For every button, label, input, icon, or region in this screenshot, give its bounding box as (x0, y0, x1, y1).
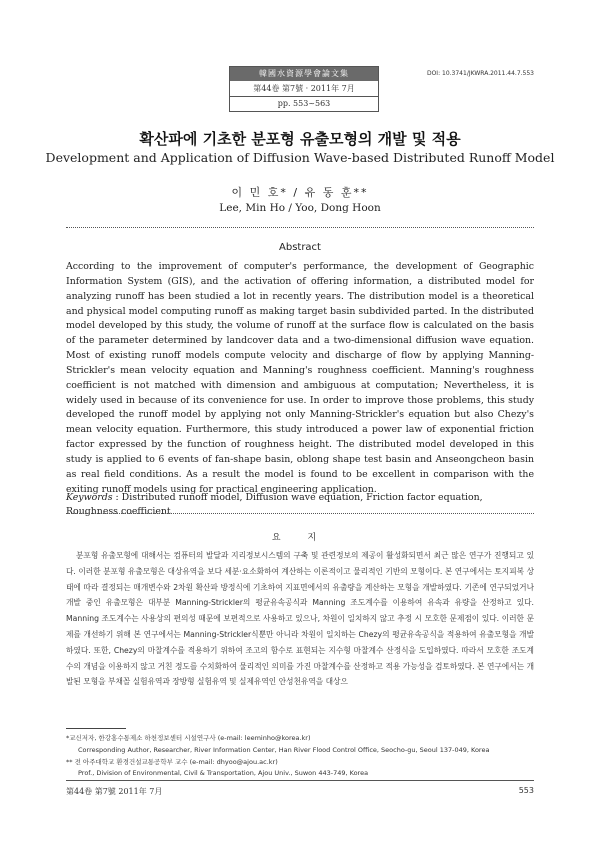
keywords-label: Keywords (66, 492, 113, 503)
doi: DOI: 10.3741/JKWRA.2011.44.7.553 (426, 70, 534, 77)
page-number: 553 (518, 786, 534, 795)
journal-issue: 第44卷 第7號 · 2011年 7月 (230, 81, 378, 97)
keywords (66, 491, 534, 519)
journal-name: 韓國水資源學會論文集 (230, 67, 378, 81)
korean-abstract-heading: 요 지 (271, 533, 329, 543)
authors-korean: 이 민 호* / 유 동 훈** (231, 186, 369, 199)
divider-middle (66, 513, 534, 514)
footnote-1-english (66, 744, 534, 756)
abstract-heading: Abstract (279, 242, 321, 253)
footnote-2-english (66, 767, 534, 779)
journal-info-box (229, 66, 379, 112)
footnote-2-korean: ** 전 아주대학교 환경건설교통공학부 교수 (e-mail: dhyoo@ajou.ac.kr) (66, 758, 278, 766)
abstract-body: According to the improvement of computer's performance, the development of Geographic Information System (GIS), and the activation of offering information, a distributed model for analyzing runoff has been studied a lot in recently years. The distribution model is a theoretical and physical model computing runoff as making target basin subdivided parted. In the distributed model developed by this study, the volume of runoff at the surface flow is calculated on the basis of the parameter determined by landcover data and a two-dimensional diffusion wave equation. Most of existing runoff models compute velocity and discharge of flow by applying Manning-Strickler's mean velocity equation and Manning's roughness coefficient. Manning's roughness coefficient is not matched with dimension and ambiguous at computation; Nevertheless, it is widely used in because of its convenience for use. In order to improve those problems, this study developed the runoff model by applying not only Manning-Strickler's equation but also Chezy's mean velocity equation. Furthermore, this study introduced a power law of exponential friction factor expressed by the function of roughness height. The distributed model developed in this study is applied to 6 events of fan-shape basin, oblong shape test basin and Anseongcheon basin as real field conditions. As a result the model is found to be excellent in comparison with the exiting runoff models using for practical engineering application. (66, 261, 534, 495)
footer-journal-issue: 第44卷 第7號 2011年 7月 (66, 787, 163, 796)
journal-pages: pp. 553~563 (277, 99, 331, 108)
footer-rule (66, 780, 534, 781)
title-english: Development and Application of Diffusion Wave-based Distributed Runoff Model (45, 150, 555, 165)
footnote-separator (66, 728, 126, 729)
authors-english: Lee, Min Ho / Yoo, Dong Hoon (219, 202, 381, 214)
footnote-1-korean: *교신저자, 한강홍수통제소 하천정보센터 시설연구사 (e-mail: leeminho@korea.kr) (66, 734, 311, 742)
korean-abstract-paragraph: 분포형 유출모형에 대해서는 컴퓨터의 발달과 지리정보시스템의 구축 및 관련정보의 제공이 활성화되면서 최근 많은 연구가 진행되고 있다. 이러한 분포형 유출모형은 대상유역을 보다 세분·요소화하여 계산하는 이론적이고 물리적인 기반의 모형이다. 본 연구에서는 토지피복 상태에 따라 결정되는 매개변수와 2차원 확산파 방정식에 기초하여 지표면에서의 유출량을 계산하는 모형을 개발하였다. 기존에 연구되었거나 개발 중인 유출모형은 대부분 Manning-Strickler의 평균유속공식과 Manning 조도계수를 이용하여 유속과 유량을 산정하고 있다. Manning 조도계수는 사용상의 편의성 때문에 보편적으로 사용하고 있으나, 차원이 일치하지 않고 추정 시 모호한 문제점이 있다. 이러한 문제를 개선하기 위해 본 연구에서는 Manning-Strickler식뿐만 아니라 차원이 일치하는 Chezy의 평균유속공식을 적용하여 유출모형을 개발하였다. 또한, Chezy의 마찰계수를 적용하기 위하여 조고의 함수로 표현되는 지수형 마찰계수 산정식을 도입하였다. 따라서 모호한 조도계수의 개념을 이용하지 않고 거친 정도를 수치화하여 물리적인 의미를 가진 마찰계수를 산정하고 적용 가능성을 검토하였다. 본 연구에서는 개발된 모형을 부채꼴 실험유역과 장방형 실험유역 및 실제유역인 안성천유역을 대상으 (66, 551, 534, 687)
footnote-2-english-text: Prof., Division of Environmental, Civil & Transportation, Ajou Univ., Suwon 443-749, Korea (78, 769, 369, 777)
keywords-text: : Distributed runoff model, Diffusion wave equation, Friction factor equation, Roughness coefficient (66, 492, 483, 517)
divider-top (66, 227, 534, 228)
title-korean: 확산파에 기초한 분포형 유출모형의 개발 및 적용 (139, 130, 461, 148)
footnote-1-english-text: Corresponding Author, Researcher, River Information Center, Han River Flood Control Office, Seocho-gu, Seoul 137-049, Korea (78, 746, 490, 754)
korean-abstract-body (66, 548, 534, 690)
